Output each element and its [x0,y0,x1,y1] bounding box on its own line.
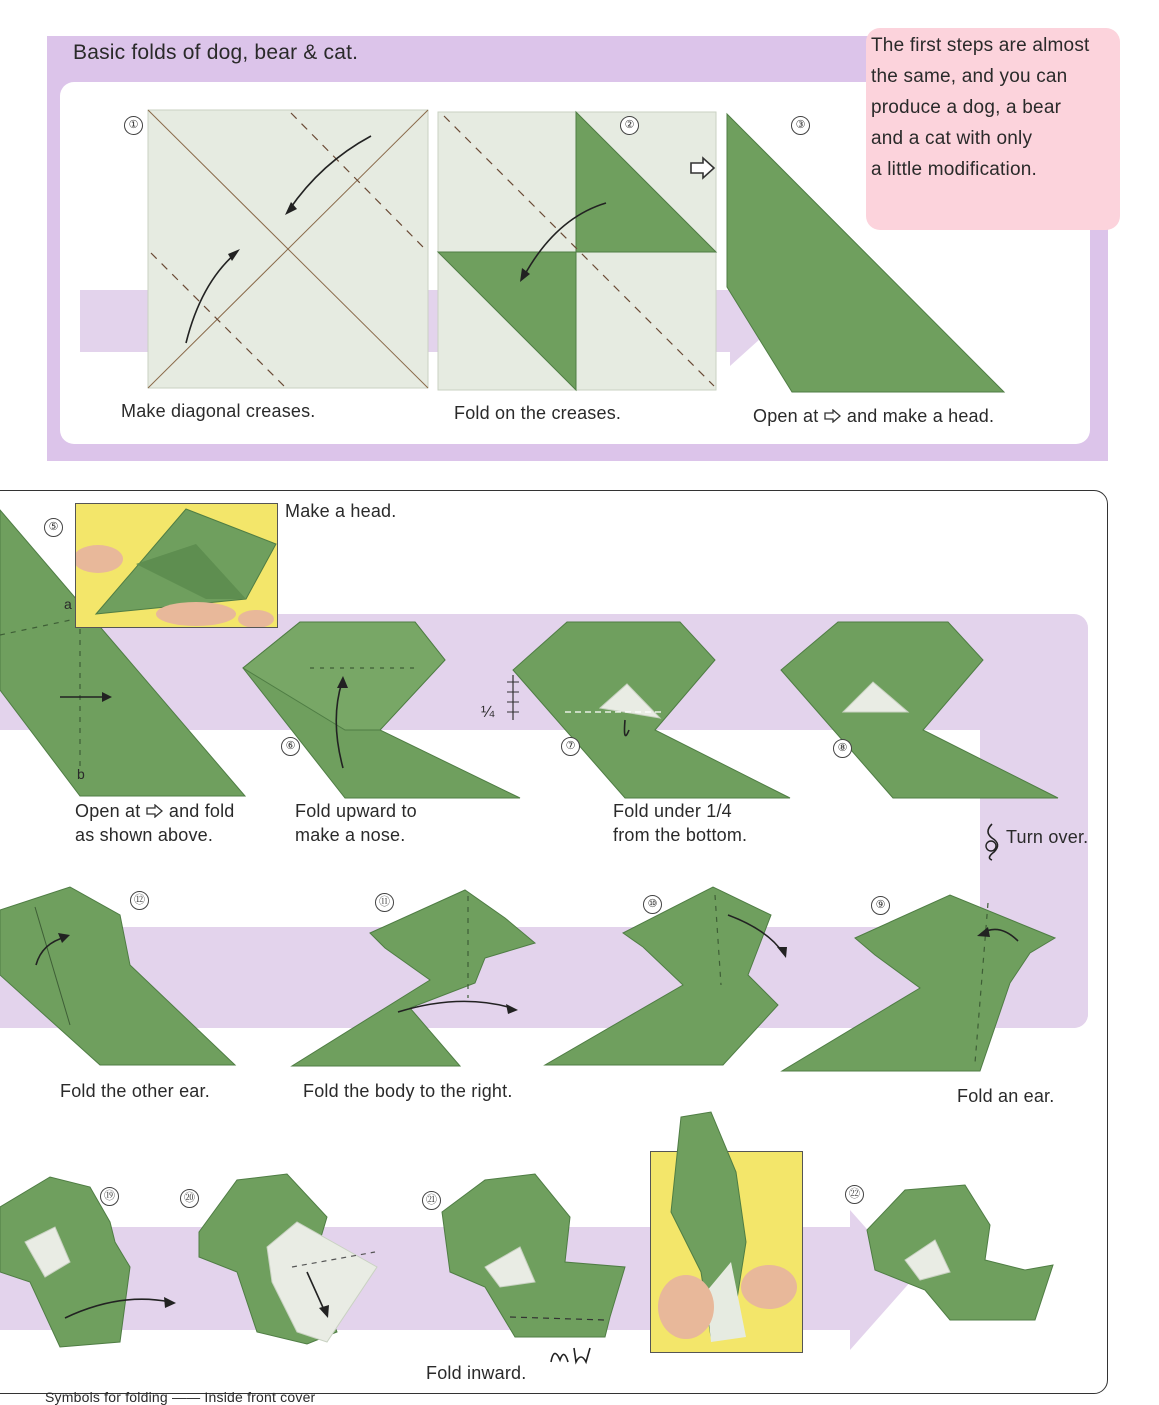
turn-over-icon [982,822,1004,862]
hands-folding-photo [651,1152,802,1352]
step-2-diagram [436,108,720,392]
caption-step-2: Fold on the creases. [454,403,622,423]
step-number: ② [620,116,639,135]
label-a: a [64,596,72,612]
open-arrow-icon [824,409,842,423]
caption-step-3 [753,404,994,428]
section-title: Basic folds of dog, bear & cat. [73,41,359,64]
open-arrow-icon [689,156,717,180]
step-22-diagram [865,1180,1060,1350]
label-b: b [77,766,85,782]
step-number: ㉑ [422,1191,441,1210]
footer-note: Symbols for folding —— Inside front cover [45,1389,316,1405]
note-line: produce a dog, a bear [871,97,1062,118]
note-line: the same, and you can [871,66,1068,87]
photo-inset [650,1151,803,1353]
note-line: and a cat with only [871,128,1033,149]
caption-step-6: make a nose. [295,825,406,845]
step-8-diagram [778,620,1063,800]
step-21-diagram [440,1172,630,1352]
open-arrow-icon [146,804,164,818]
caption-step-7: from the bottom. [613,825,748,845]
caption-step-11: Fold the body to the right. [303,1081,513,1101]
step-number: ③ [791,116,810,135]
turn-over-label: Turn over. [1006,827,1089,847]
step-number: ⑦ [561,737,580,756]
step-9-diagram [780,893,1060,1073]
step-1-diagram [146,108,430,390]
quarter-mark: ¼ [481,704,495,721]
caption-step-12: Fold the other ear. [60,1081,210,1101]
caption-step-5 [75,799,235,823]
step-number: ⑤ [44,518,63,537]
note-line: a little modification. [871,159,1037,180]
step-3-diagram [722,112,1012,396]
caption-step-1: Make diagonal creases. [121,401,316,421]
step-number: ① [124,116,143,135]
step-20-diagram [197,1172,382,1352]
step-number: ⑪ [375,893,394,912]
caption-text: and make a head. [846,406,995,426]
hands-folding-photo [76,504,277,627]
step-10-diagram [543,885,793,1070]
photo-inset [75,503,278,628]
step-19-diagram [0,1172,185,1352]
caption-step-7: Fold under 1/4 [613,801,732,821]
step-number: ⑩ [643,895,662,914]
step-7-diagram [505,620,795,800]
step-number: ⑫ [130,891,149,910]
step-number: ㉒ [845,1185,864,1204]
caption-step-5: as shown above. [75,825,214,845]
note-line: The first steps are almost [871,35,1090,56]
step-number: ⑳ [180,1189,199,1208]
step-number: ⑨ [871,896,890,915]
caption-step-21: Fold inward. [426,1363,527,1383]
step-number: ⑲ [100,1187,119,1206]
caption-text: Open at [753,406,819,426]
step-number: ⑥ [281,737,300,756]
caption-step-6: Fold upward to [295,801,417,821]
fold-inward-icon [548,1340,594,1366]
step-12-diagram [0,885,240,1070]
step-11-diagram [290,888,540,1068]
step-number: ⑧ [833,739,852,758]
caption-step-9: Fold an ear. [957,1086,1055,1106]
make-head-label: Make a head. [285,501,397,521]
caption-text: and fold [168,801,235,821]
caption-text: Open at [75,801,141,821]
